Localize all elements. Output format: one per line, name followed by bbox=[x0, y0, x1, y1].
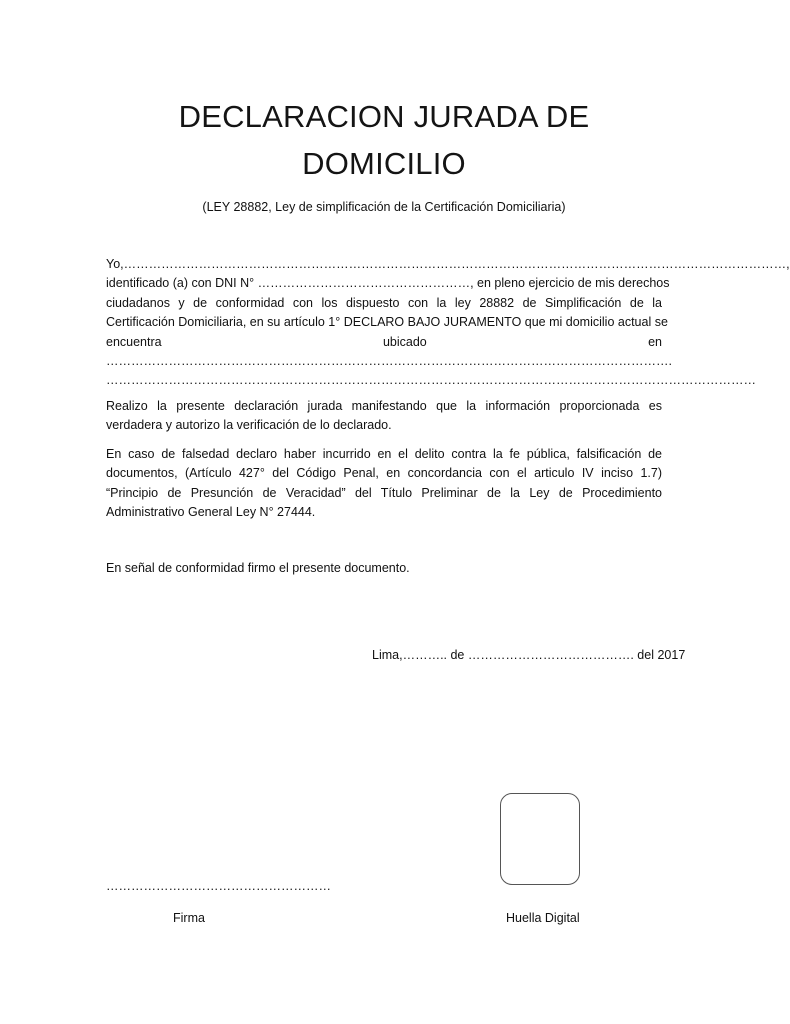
fingerprint-label: Huella Digital bbox=[506, 911, 580, 925]
signature-label: Firma bbox=[173, 911, 205, 925]
document-title-line2: DOMICILIO bbox=[302, 146, 466, 181]
word-en: en bbox=[648, 334, 662, 349]
verification-paragraph: Realizo la presente declaración jurada manifestando que la información proporcionada es verdadera y autorizo la verificación de lo declarado. bbox=[106, 399, 662, 433]
declaration-line-location bbox=[106, 333, 662, 352]
conformity-paragraph: En señal de conformidad firmo el presente documento. bbox=[106, 561, 410, 575]
declaration-line-name: Yo,……………………………………………………………………………………………………………………………………………, bbox=[106, 257, 790, 271]
date-line: Lima,……….. de …………………………………. del 2017 bbox=[372, 648, 686, 662]
fingerprint-box bbox=[500, 793, 580, 885]
declaration-line-dni: identificado (a) con DNI N° ……………………………………………, en pleno ejercicio de mis derechos bbox=[106, 276, 670, 291]
signature-line: ……………………………………………… bbox=[106, 879, 331, 893]
word-encuentra: encuentra bbox=[106, 334, 162, 349]
document-title-line1: DECLARACION JURADA DE bbox=[178, 99, 590, 134]
document-subtitle: (LEY 28882, Ley de simplificación de la Certificación Domiciliaria) bbox=[202, 200, 566, 214]
declaration-line-article: Certificación Domiciliaria, en su artículo 1° DECLARO BAJO JURAMENTO que mi domicilio actual se bbox=[106, 315, 668, 330]
address-dotted-line-1: ………………………………………………………………………………………………………………………. bbox=[106, 354, 672, 369]
address-dotted-line-2: ………………………………………………………………………………………………………………………………………… bbox=[106, 373, 756, 388]
word-ubicado: ubicado bbox=[382, 334, 427, 349]
declaration-paragraph bbox=[106, 255, 790, 391]
declaration-line-law: ciudadanos y de conformidad con los dispuesto con la ley 28882 de Simplificación de la bbox=[106, 295, 662, 310]
falsehood-paragraph: En caso de falsedad declaro haber incurrido en el delito contra la fe pública, falsificación de documentos, (Artículo 427° del Código Penal, en concordancia con el articulo IV inciso 1.7) “Principio de Presunción de Veracidad” del Título Preliminar de la Ley de Procedimiento Administrativo General Ley N° 27444. bbox=[106, 447, 662, 520]
